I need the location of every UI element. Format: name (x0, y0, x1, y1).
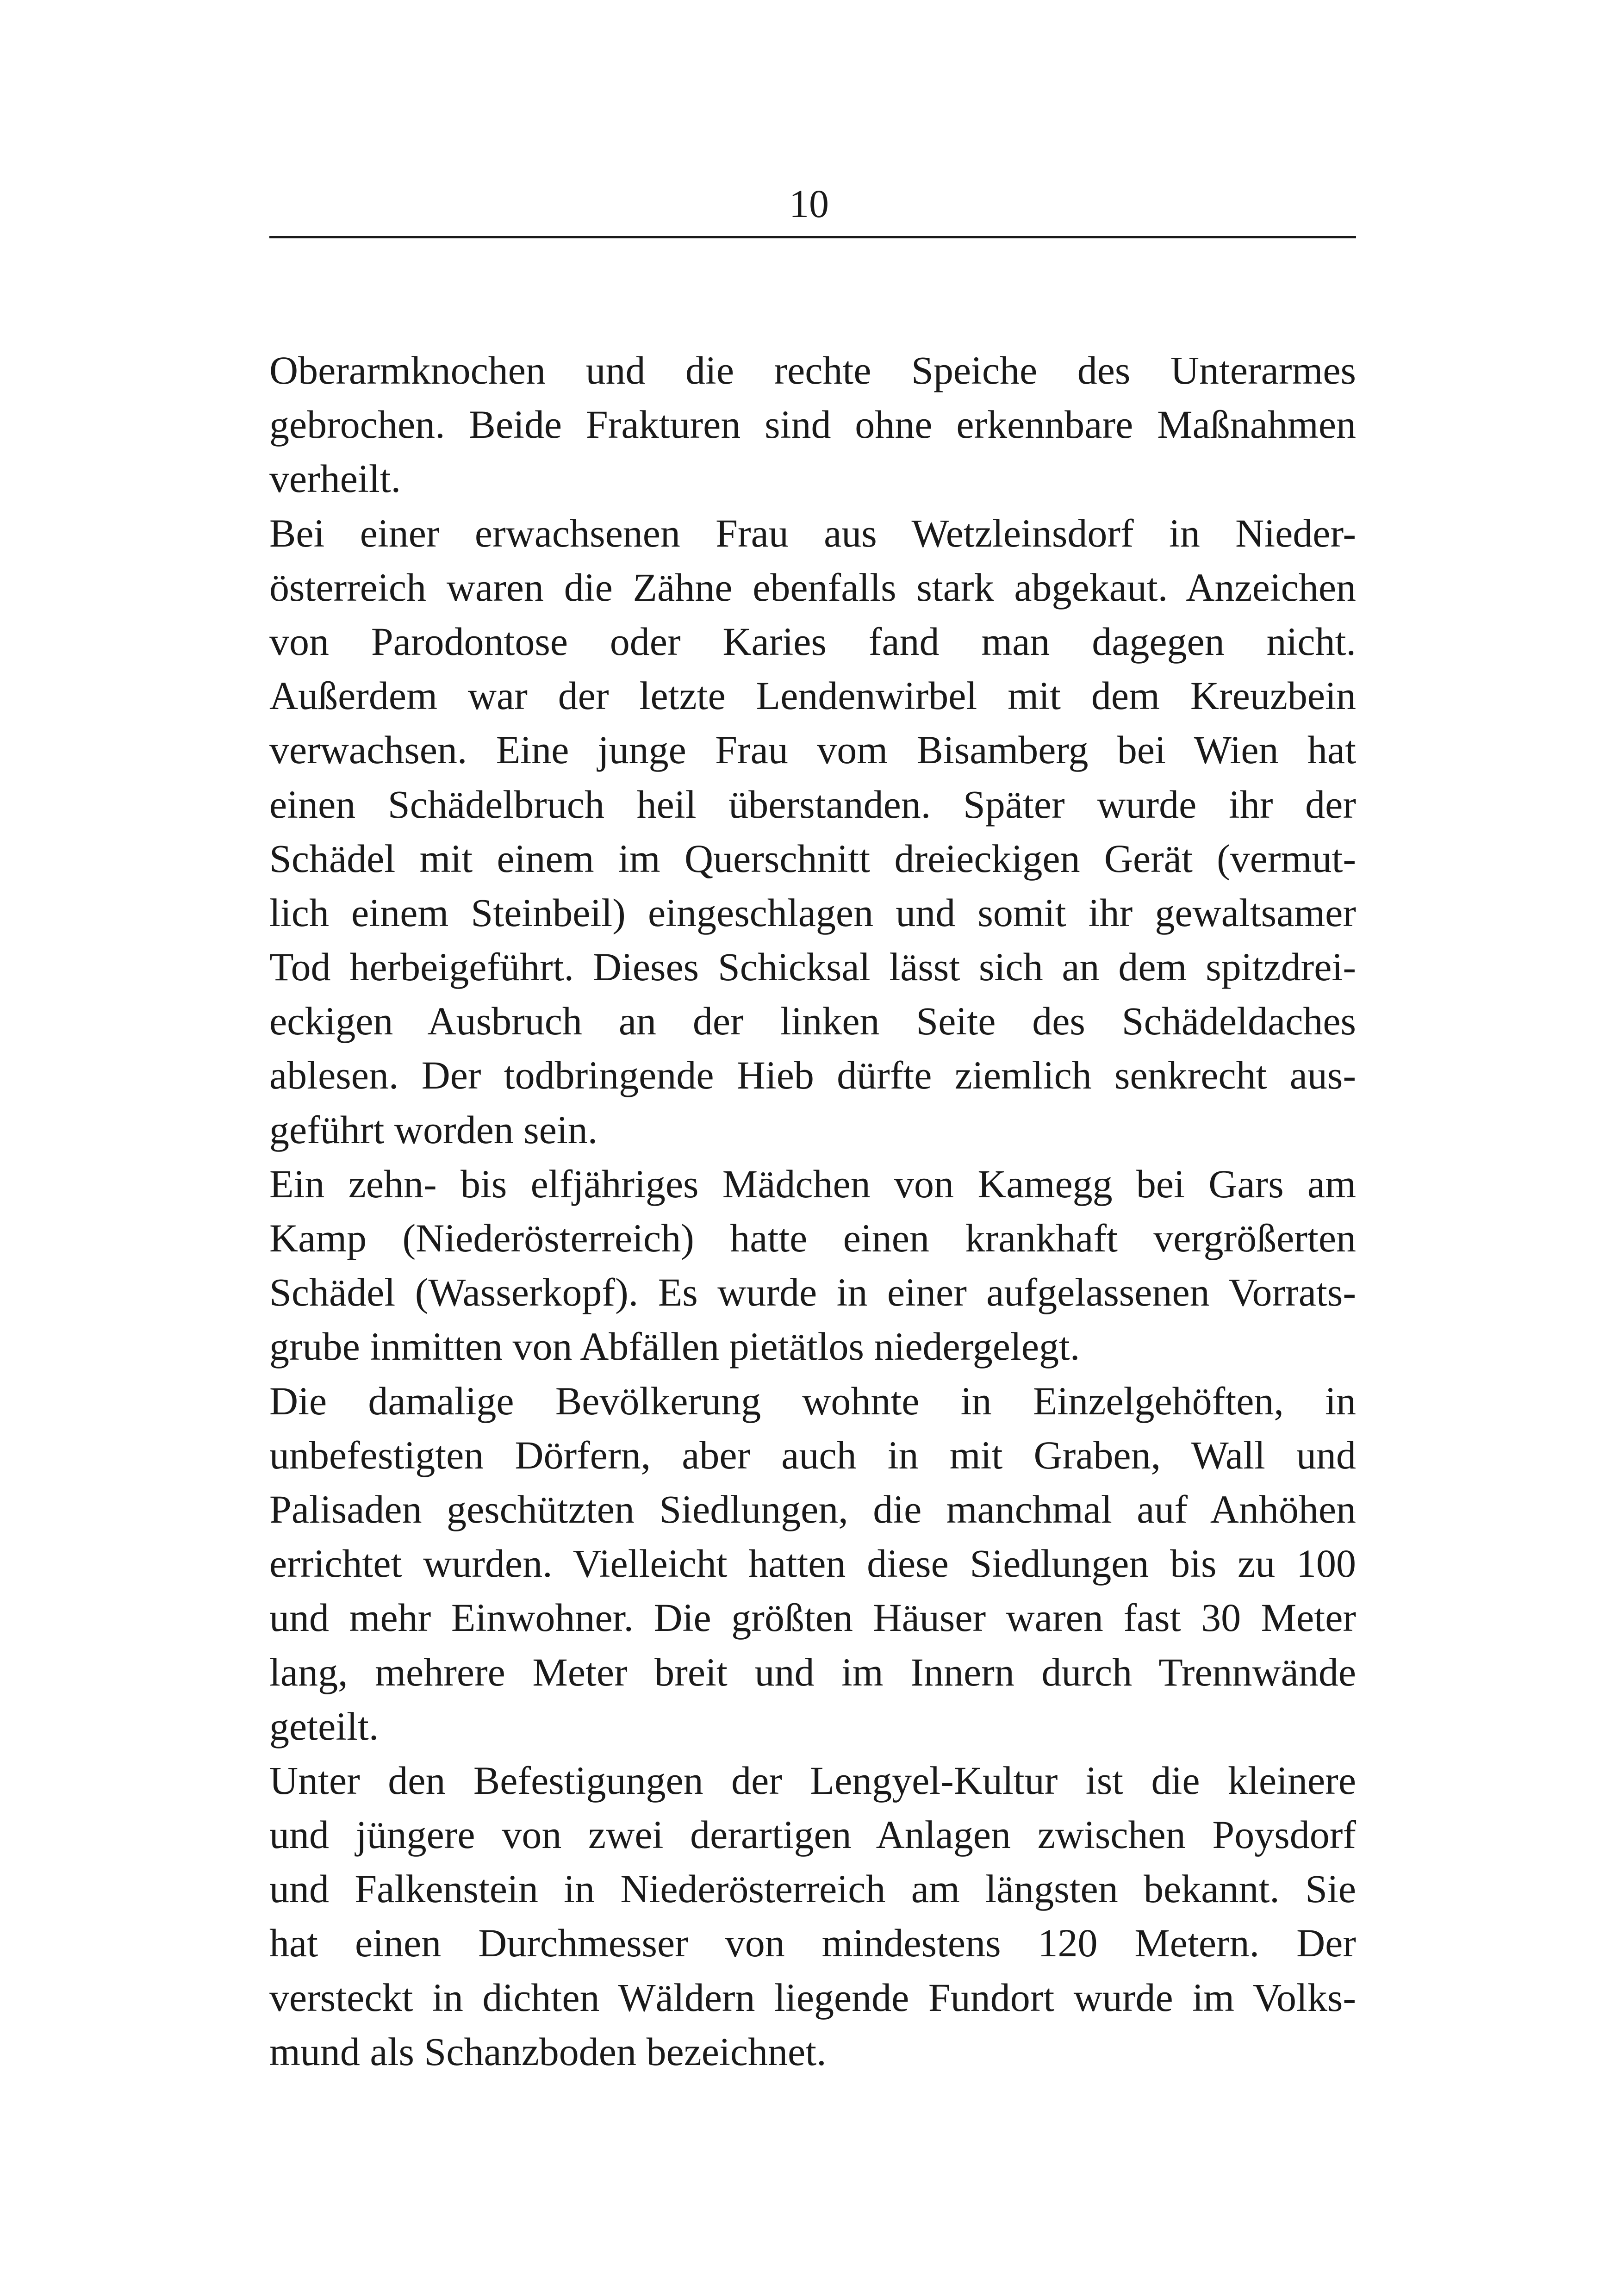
text-line: Schädel (Wasserkopf). Es wurde in einer aufgelassenen Vorrats- (269, 1270, 1356, 1315)
header-rule (269, 236, 1356, 238)
text-line: und Falkenstein in Niederösterreich am längsten bekannt. Sie (269, 1867, 1356, 1911)
text-line: versteckt in dichten Wäldern liegende Fundort wurde im Volks- (269, 1975, 1356, 2020)
page-number: 10 (789, 181, 829, 226)
text-line: Schädel mit einem im Querschnitt dreieckigen Gerät (vermut- (269, 836, 1356, 881)
text-line: von Parodontose oder Karies fand man dagegen nicht. (269, 619, 1356, 664)
text-line: Oberarmknochen und die rechte Speiche des Unterarmes (269, 348, 1356, 392)
text-line: österreich waren die Zähne ebenfalls stark abgekaut. Anzeichen (269, 565, 1356, 610)
text-line: gebrochen. Beide Frakturen sind ohne erkennbare Maßnahmen (269, 402, 1356, 447)
text-line: Kamp (Niederösterreich) hatte einen krankhaft vergrößerten (269, 1216, 1356, 1260)
text-line: ablesen. Der todbringende Hieb dürfte ziemlich senkrecht aus- (269, 1053, 1356, 1098)
text-line: Unter den Befestigungen der Lengyel-Kultur ist die kleinere (269, 1758, 1356, 1803)
text-line: lang, mehrere Meter breit und im Innern durch Trennwände (269, 1649, 1356, 1694)
text-line: Bei einer erwachsenen Frau aus Wetzleinsdorf in Nieder- (269, 510, 1356, 555)
text-line: hat einen Durchmesser von mindestens 120 Metern. Der (269, 1921, 1356, 1966)
text-line: lich einem Steinbeil) eingeschlagen und somit ihr gewaltsamer (269, 890, 1356, 935)
text-line: Ein zehn- bis elfjähriges Mädchen von Kamegg bei Gars am (269, 1161, 1356, 1206)
text-line: Palisaden geschützten Siedlungen, die manchmal auf Anhöhen (269, 1487, 1356, 1531)
text-line: Außerdem war der letzte Lendenwirbel mit dem Kreuzbein (269, 673, 1356, 718)
text-line: unbefestigten Dörfern, aber auch in mit Graben, Wall und (269, 1432, 1356, 1477)
body-text (269, 343, 1356, 2079)
text-line: Tod herbeigeführt. Dieses Schicksal lässt sich an dem spitzdrei- (269, 945, 1356, 989)
text-line: Die damalige Bevölkerung wohnte in Einzelgehöften, in (269, 1378, 1356, 1423)
text-line: geteilt. (269, 1704, 379, 1748)
text-line: verheilt. (269, 456, 401, 501)
text-line: und mehr Einwohner. Die größten Häuser waren fast 30 Meter (269, 1595, 1356, 1640)
text-line: verwachsen. Eine junge Frau vom Bisamberg bei Wien hat (269, 728, 1356, 772)
text-line: eckigen Ausbruch an der linken Seite des Schädeldaches (269, 999, 1356, 1044)
text-line: grube inmitten von Abfällen pietätlos niedergelegt. (269, 1324, 1080, 1369)
text-line: errichtet wurden. Vielleicht hatten diese Siedlungen bis zu 100 (269, 1541, 1356, 1586)
text-line: geführt worden sein. (269, 1107, 598, 1152)
text-line: einen Schädelbruch heil überstanden. Später wurde ihr der (269, 782, 1356, 827)
text-line: und jüngere von zwei derartigen Anlagen zwischen Poysdorf (269, 1812, 1356, 1857)
text-line: mund als Schanzboden bezeichnet. (269, 2029, 827, 2074)
